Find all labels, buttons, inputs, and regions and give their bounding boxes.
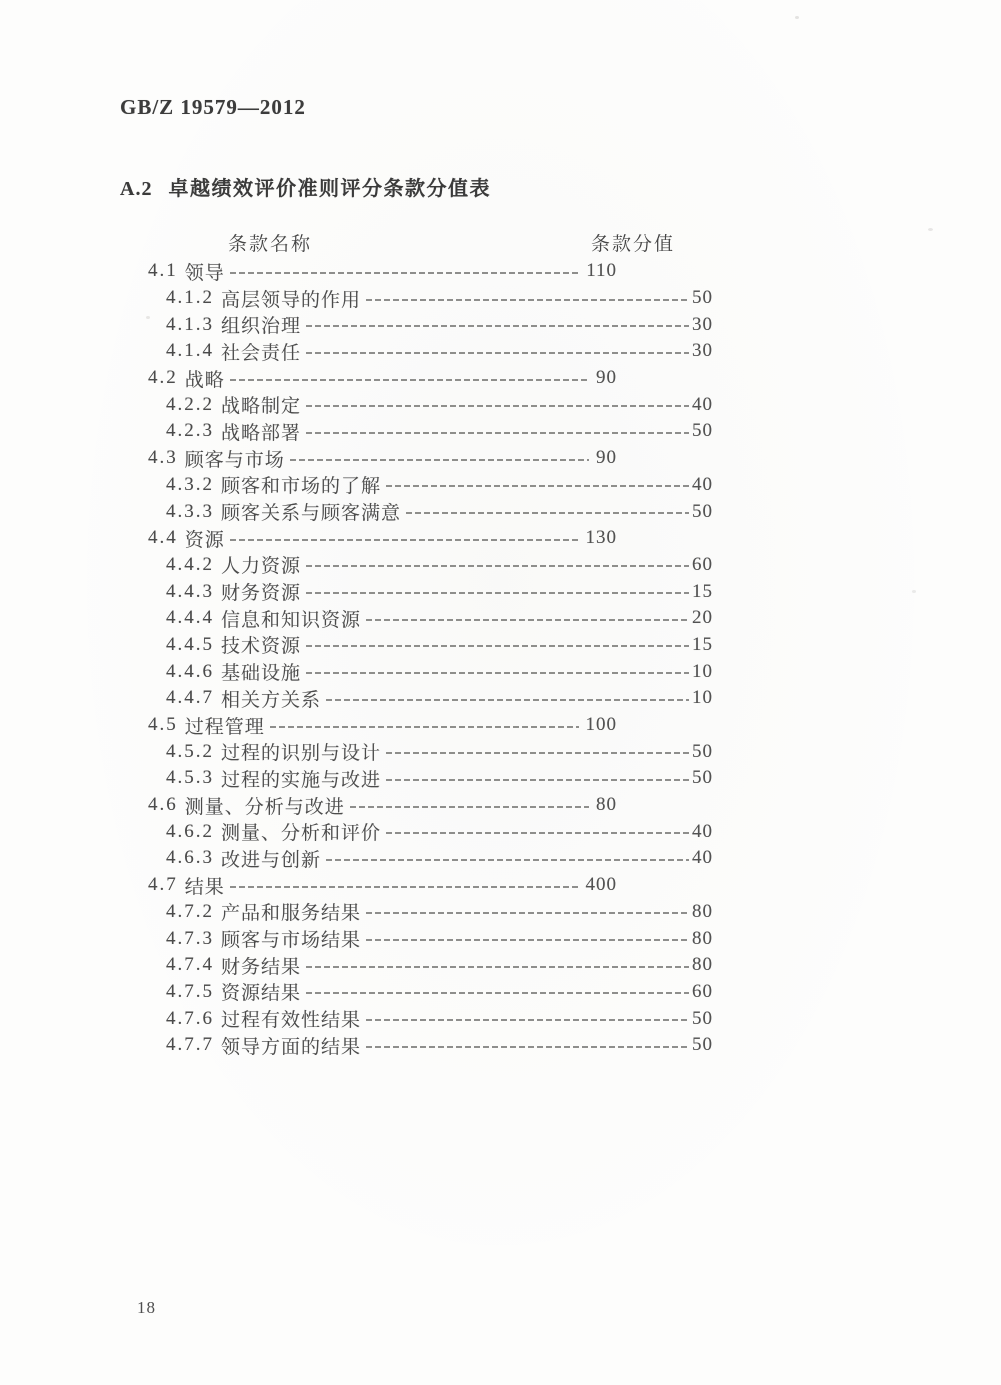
section-heading: [120, 172, 491, 201]
section-number: A.2: [120, 178, 153, 200]
clause-number: 4.4.3: [166, 580, 214, 602]
table-row: [0, 1005, 1001, 1032]
dash-leader: [386, 832, 689, 834]
table-row: [0, 792, 1001, 819]
clause-number: 4.1.2: [166, 287, 214, 309]
clause-number: 4.4.6: [166, 660, 214, 682]
table-row: [0, 712, 1001, 739]
dash-leader: [306, 432, 689, 434]
clause-number: 4.6: [148, 794, 178, 816]
clause-value: 80: [692, 900, 713, 922]
clause-name: 顾客和市场的了解: [221, 476, 382, 498]
table-row: [0, 738, 1001, 765]
dash-leader: [366, 1046, 689, 1048]
table-row: [0, 285, 1001, 312]
clause-number: 4.4: [148, 527, 178, 549]
clause-value: 50: [692, 767, 713, 789]
clause-value: 60: [692, 980, 713, 1002]
dash-leader: [306, 352, 689, 354]
clause-number: 4.3.2: [166, 473, 214, 495]
clause-number: 4.2.2: [166, 393, 214, 415]
table-row: [0, 925, 1001, 952]
dash-leader: [326, 859, 689, 861]
dash-leader: [306, 645, 689, 647]
clause-number: 4.6.3: [166, 847, 214, 869]
table-row: [0, 418, 1001, 445]
clause-number: 4.4.4: [166, 607, 214, 629]
page-number: 18: [137, 1298, 156, 1317]
table-row: [0, 525, 1001, 552]
clause-name: 战略: [184, 369, 225, 391]
score-table: [0, 229, 1001, 1058]
table-row: [0, 578, 1001, 605]
clause-value: 50: [692, 287, 713, 309]
clause-name: 信息和知识资源: [221, 609, 362, 631]
clause-value: 50: [692, 740, 713, 762]
clause-name: 顾客与市场: [184, 449, 285, 471]
dash-leader: [366, 912, 689, 914]
clause-value: 80: [692, 927, 713, 949]
table-row: [0, 338, 1001, 365]
column-header-clause-value: 条款分值: [591, 234, 676, 255]
dash-leader: [366, 939, 689, 941]
table-row: [0, 845, 1001, 872]
clause-name: 顾客与市场结果: [221, 930, 362, 952]
clause-name: 过程管理: [184, 716, 265, 738]
table-row: [0, 685, 1001, 712]
clause-number: 4.1.4: [166, 340, 214, 362]
clause-name: 战略部署: [221, 422, 302, 444]
clause-value: 40: [692, 393, 713, 415]
clause-number: 4.4.2: [166, 553, 214, 575]
dash-leader: [386, 752, 689, 754]
clause-number: 4.7.2: [166, 900, 214, 922]
clause-value: 15: [692, 580, 713, 602]
clause-value: 40: [692, 473, 713, 495]
clause-number: 4.7.3: [166, 927, 214, 949]
clause-value: 10: [692, 660, 713, 682]
clause-number: 4.1.3: [166, 313, 214, 335]
clause-name: 过程有效性结果: [221, 1010, 362, 1032]
table-row: [0, 1032, 1001, 1059]
clause-name: 过程的识别与设计: [221, 743, 382, 765]
clause-name: 人力资源: [221, 556, 302, 578]
table-row: [0, 445, 1001, 472]
table-row: [0, 899, 1001, 926]
table-row: [0, 632, 1001, 659]
clause-value: 50: [692, 1007, 713, 1029]
table-row: [0, 498, 1001, 525]
table-row: [0, 952, 1001, 979]
table-row: [0, 311, 1001, 338]
clause-value: 50: [692, 420, 713, 442]
clause-number: 4.7.5: [166, 980, 214, 1002]
clause-number: 4.5: [148, 714, 178, 736]
dash-leader: [326, 699, 689, 701]
dash-leader: [406, 512, 689, 514]
table-row: [0, 818, 1001, 845]
clause-name: 测量、分析和评价: [221, 823, 382, 845]
clause-number: 4.5.3: [166, 767, 214, 789]
clause-number: 4.6.2: [166, 820, 214, 842]
table-row: [0, 605, 1001, 632]
clause-value: 30: [692, 313, 713, 335]
section-title: 卓越绩效评价准则评分条款分值表: [168, 178, 491, 200]
clause-value: 400: [585, 874, 617, 896]
clause-value: 80: [692, 954, 713, 976]
dash-leader: [306, 592, 689, 594]
table-row: [0, 765, 1001, 792]
clause-value: 40: [692, 847, 713, 869]
clause-name: 基础设施: [221, 663, 302, 685]
dash-leader: [366, 619, 689, 621]
clause-name: 财务结果: [221, 956, 302, 978]
dash-leader: [306, 992, 689, 994]
clause-number: 4.7.6: [166, 1007, 214, 1029]
clause-name: 领导方面的结果: [221, 1036, 362, 1058]
table-row: [0, 258, 1001, 285]
scan-speck: [928, 228, 933, 231]
clause-number: 4.7.7: [166, 1034, 214, 1056]
dash-leader: [306, 565, 689, 567]
clause-value: 90: [596, 447, 617, 469]
dash-leader: [366, 299, 689, 301]
clause-value: 30: [692, 340, 713, 362]
clause-name: 过程的实施与改进: [221, 769, 382, 791]
clause-value: 50: [692, 500, 713, 522]
dash-leader: [290, 459, 589, 461]
clause-value: 110: [586, 260, 617, 282]
dash-leader: [230, 539, 579, 541]
dash-leader: [306, 405, 689, 407]
table-row: [0, 658, 1001, 685]
dash-leader: [350, 806, 589, 808]
clause-name: 技术资源: [221, 636, 302, 658]
clause-name: 领导: [184, 262, 225, 284]
column-header-clause-name: 条款名称: [228, 234, 313, 255]
clause-number: 4.4.5: [166, 633, 214, 655]
clause-number: 4.2.3: [166, 420, 214, 442]
clause-name: 结果: [184, 876, 225, 898]
scan-speck: [795, 16, 799, 19]
table-row: [0, 391, 1001, 418]
clause-number: 4.3.3: [166, 500, 214, 522]
clause-name: 资源: [184, 529, 225, 551]
clause-name: 社会责任: [221, 342, 302, 364]
dash-leader: [306, 672, 689, 674]
dash-leader: [366, 1019, 689, 1021]
table-row: [0, 979, 1001, 1006]
clause-value: 80: [596, 794, 617, 816]
clause-name: 相关方关系: [221, 689, 322, 711]
table-header-row: [0, 229, 1001, 258]
clause-value: 40: [692, 820, 713, 842]
clause-number: 4.1: [148, 260, 178, 282]
table-row: [0, 552, 1001, 579]
clause-name: 战略制定: [221, 396, 302, 418]
table-body: [0, 258, 1001, 1059]
clause-value: 100: [585, 714, 617, 736]
clause-value: 90: [596, 367, 617, 389]
clause-name: 测量、分析与改进: [184, 796, 345, 818]
dash-leader: [386, 485, 689, 487]
dash-leader: [306, 325, 689, 327]
clause-number: 4.4.7: [166, 687, 214, 709]
dash-leader: [306, 966, 689, 968]
standard-code: GB/Z 19579—2012: [120, 95, 306, 119]
clause-name: 资源结果: [221, 983, 302, 1005]
clause-number: 4.7: [148, 874, 178, 896]
table-row: [0, 472, 1001, 499]
clause-number: 4.2: [148, 367, 178, 389]
clause-value: 10: [692, 687, 713, 709]
clause-value: 15: [692, 633, 713, 655]
dash-leader: [230, 379, 589, 381]
clause-number: 4.7.4: [166, 954, 214, 976]
dash-leader: [230, 272, 579, 274]
clause-value: 60: [692, 553, 713, 575]
clause-number: 4.5.2: [166, 740, 214, 762]
scan-speck: [146, 316, 150, 319]
clause-value: 50: [692, 1034, 713, 1056]
dash-leader: [230, 886, 579, 888]
table-row: [0, 872, 1001, 899]
clause-name: 组织治理: [221, 316, 302, 338]
clause-number: 4.3: [148, 447, 178, 469]
clause-name: 顾客关系与顾客满意: [221, 503, 402, 525]
clause-name: 改进与创新: [221, 849, 322, 871]
scan-speck: [912, 590, 916, 593]
dash-leader: [270, 726, 579, 728]
dash-leader: [386, 779, 689, 781]
table-row: [0, 365, 1001, 392]
clause-value: 20: [692, 607, 713, 629]
clause-name: 高层领导的作用: [221, 289, 362, 311]
clause-value: 130: [585, 527, 617, 549]
clause-name: 财务资源: [221, 583, 302, 605]
clause-name: 产品和服务结果: [221, 903, 362, 925]
